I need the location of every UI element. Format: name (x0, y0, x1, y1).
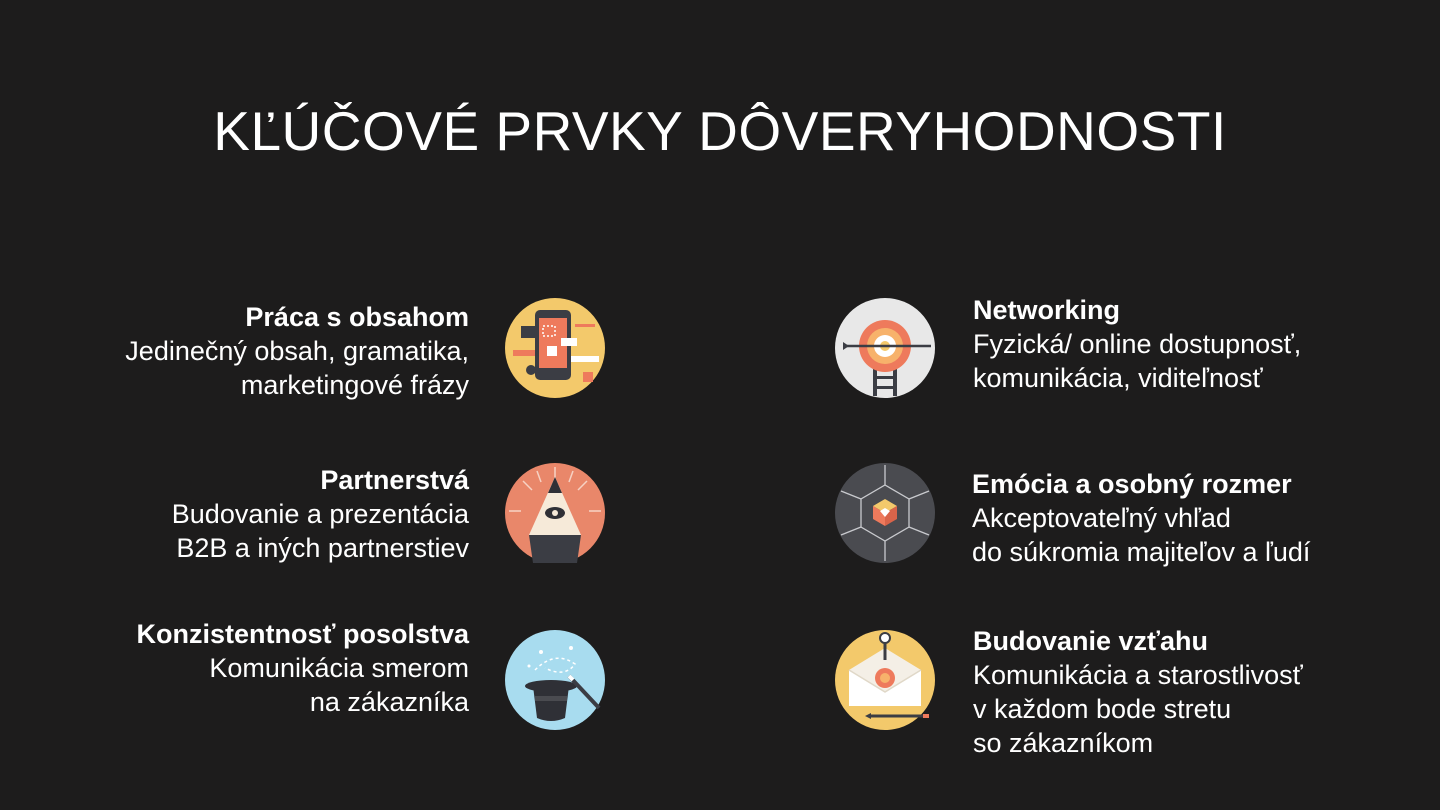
magic-hat-icon (505, 630, 605, 730)
item-line: do súkromia majiteľov a ľudí (972, 537, 1311, 567)
item-heading: Budovanie vzťahu (973, 626, 1208, 656)
item-line: Komunikácia a starostlivosť (973, 660, 1303, 690)
content-item (125, 300, 469, 402)
item-line: so zákazníkom (973, 728, 1154, 758)
target-icon (835, 298, 935, 398)
item-line: Komunikácia smerom (209, 653, 469, 683)
content-item (973, 293, 1301, 395)
slide-title: KĽÚČOVÉ PRVKY DÔVERYHODNOSTI (213, 100, 1227, 162)
item-line: B2B a iných partnerstiev (176, 533, 469, 563)
item-heading: Networking (973, 295, 1121, 325)
item-line: Akceptovateľný vhľad (972, 503, 1231, 533)
envelope-icon (835, 630, 935, 730)
item-line: Budovanie a prezentácia (171, 499, 469, 529)
item-heading: Emócia a osobný rozmer (972, 469, 1292, 499)
content-item (972, 467, 1310, 569)
item-line: Fyzická/ online dostupnosť, (973, 329, 1302, 359)
content-item (137, 617, 469, 719)
item-heading: Práca s obsahom (245, 302, 469, 332)
item-heading: Konzistentnosť posolstva (136, 619, 469, 649)
content-item (973, 624, 1303, 760)
item-line: na zákazníka (309, 687, 469, 717)
mobile-content-icon (505, 298, 605, 398)
item-line: komunikácia, viditeľnosť (973, 363, 1263, 393)
item-line: v každom bode stretu (973, 694, 1232, 724)
pencil-eye-icon (505, 463, 605, 563)
item-heading: Partnerstvá (320, 465, 469, 495)
item-line: Jedinečný obsah, gramatika, (125, 336, 469, 366)
cube-icon (835, 463, 935, 563)
content-item (172, 463, 469, 565)
item-line: marketingové frázy (240, 370, 469, 400)
